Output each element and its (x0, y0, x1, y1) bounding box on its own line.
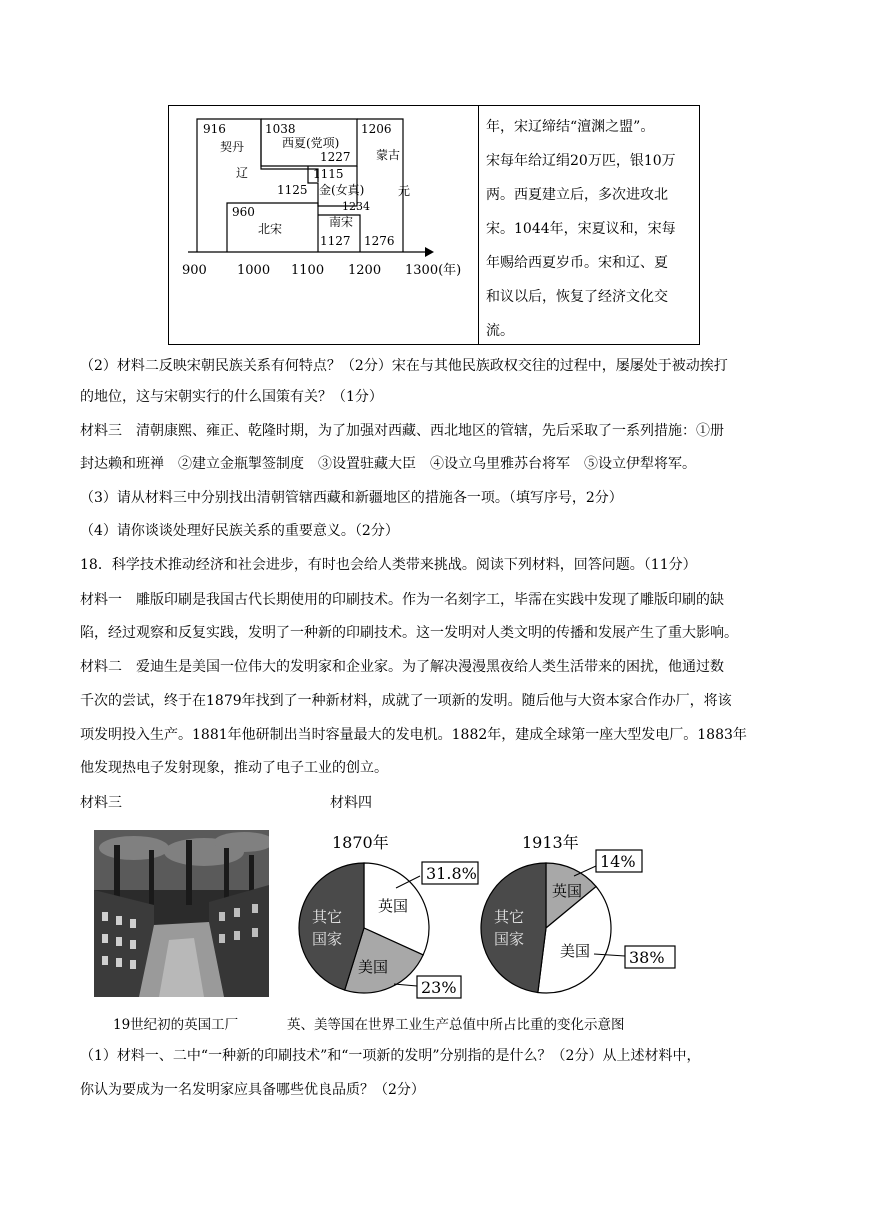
material1-line2: 陷，经过观察和反复实践，发明了一种新的印刷技术。这一发明对人类文明的传播和发展产生了重大影响。 (80, 625, 738, 641)
material2b-line3: 项发明投入生产。1881年他研制出当时容量最大的发电机。1882年，建成全球第一座大型发电厂。1883年 (80, 727, 747, 743)
pie-category-label: 国家 (312, 930, 343, 948)
pie-category-label: 美国 (358, 958, 389, 976)
pie-1913-title: 1913年 (522, 833, 579, 852)
question-2-line1: （2）材料二反映宋朝民族关系有何特点？（2分）宋在与其他民族政权交往的过程中，屡屡处于被动挨打 (80, 358, 728, 374)
text-line: 年，宋辽缔结“澶渊之盟”。 (486, 119, 655, 135)
tick-1000: 1000 (237, 263, 271, 278)
question-4: （4）请你谈谈处理好民族关系的重要意义。（2分） (80, 523, 399, 539)
yuan-name: 元 (398, 184, 411, 198)
pie-category-label: 其它 (312, 908, 343, 926)
pie-caption: 英、美等国在世界工业生产总值中所占比重的变化示意图 (287, 1017, 625, 1033)
liao-start: 916 (203, 122, 226, 136)
table-divider (478, 105, 479, 345)
pie-category-label: 国家 (494, 930, 525, 948)
factory-photo (94, 830, 269, 997)
text-line: 宋每年给辽绢20万匹，银10万 (486, 153, 676, 169)
pie-category-label: 其它 (494, 908, 525, 926)
material3-line1: 材料三 清朝康熙、雍正、乾隆时期，为了加强对西藏、西北地区的管辖，先后采取了一系列措施：①册 (80, 423, 724, 439)
text-line: 宋。1044年，宋夏议和，宋每 (486, 221, 676, 237)
xixia-end: 1227 (320, 150, 351, 164)
pie-1870 (299, 862, 478, 998)
xixia-name: 西夏(党项) (282, 136, 340, 150)
jin-start: 1125 (277, 183, 308, 197)
pie-value-label: 23% (421, 978, 457, 997)
beisong-start: 960 (232, 205, 255, 219)
question-3: （3）请从材料三中分别找出清朝管辖西藏和新疆地区的措施各一项。（填写序号，2分） (80, 490, 623, 506)
pie-leader-line (394, 984, 417, 986)
tick-1300: 1300(年) (405, 263, 462, 278)
pie-category-label: 美国 (560, 942, 591, 960)
material2b-line2: 千次的尝试，终于在1879年找到了一种新材料，成就了一项新的发明。随后他与大资本家合作办厂，将该 (80, 693, 732, 709)
timeline-chart (170, 107, 476, 343)
question-18-intro: 18．科学技术推动经济和社会进步，有时也会给人类带来挑战。阅读下列材料，回答问题。（11分） (80, 557, 697, 573)
pie-category-label: 英国 (378, 897, 409, 915)
nansong-end: 1276 (364, 234, 395, 248)
pie-value-label: 14% (600, 852, 636, 871)
nansong-name: 南宋 (329, 215, 354, 229)
jin-end: 1234 (342, 200, 370, 213)
text-line: 流。 (486, 323, 514, 339)
material3-line2: 封达赖和班禅 ②建立金瓶掣签制度 ③设置驻藏大臣 ④设立乌里雅苏台将军 ⑤设立伊犁将军。 (80, 456, 696, 472)
question-18-1-line1: （1）材料一、二中“一种新的印刷技术”和“一项新的发明”分别指的是什么？（2分）从上述材料中， (80, 1048, 701, 1064)
tick-900: 900 (182, 263, 207, 278)
material3-label: 材料三 (80, 795, 122, 811)
liao-name1: 契丹 (220, 140, 245, 154)
photo-caption: 19世纪初的英国工厂 (113, 1017, 239, 1033)
jin-name: 金(女真) (319, 183, 365, 197)
liao-name2: 辽 (236, 166, 249, 180)
pie-charts (298, 826, 678, 1002)
question-18-1-line2: 你认为要成为一名发明家应具备哪些优良品质？（2分） (80, 1082, 425, 1098)
text-line: 和议以后，恢复了经济文化交 (486, 289, 668, 305)
pie-category-label: 英国 (552, 882, 583, 900)
question-2-line2: 的地位，这与宋朝实行的什么国策有关？（1分） (80, 389, 383, 405)
material1-line1: 材料一 雕版印刷是我国古代长期使用的印刷技术。作为一名刻字工，毕霈在实践中发现了雕版印刷的缺 (80, 592, 724, 608)
material2-text (486, 110, 696, 348)
tick-1200: 1200 (348, 263, 382, 278)
pie-1870-title: 1870年 (332, 833, 389, 852)
pie-value-label: 31.8% (426, 864, 477, 883)
beisong-name: 北宋 (258, 222, 283, 236)
xixia-start: 1038 (265, 122, 296, 136)
mongol-name: 蒙古 (376, 148, 401, 162)
text-line: 年赐给西夏岁币。宋和辽、夏 (486, 255, 668, 271)
text-line: 两。西夏建立后，多次进攻北 (486, 187, 668, 203)
pie-value-label: 38% (629, 948, 665, 967)
material2b-line4: 他发现热电子发射现象，推动了电子工业的创立。 (80, 760, 388, 776)
mongol-start: 1206 (361, 122, 392, 136)
pie-slice (481, 863, 546, 992)
pie-1913 (481, 850, 675, 993)
jin-start-top: 1115 (313, 167, 344, 181)
material4-label: 材料四 (330, 795, 372, 811)
axis-arrow (425, 247, 434, 257)
material2b-line1: 材料二 爱迪生是美国一位伟大的发明家和企业家。为了解决漫漫黑夜给人类生活带来的困扰，他通过数 (80, 659, 724, 675)
tick-1100: 1100 (291, 263, 325, 278)
nansong-start: 1127 (320, 234, 351, 248)
